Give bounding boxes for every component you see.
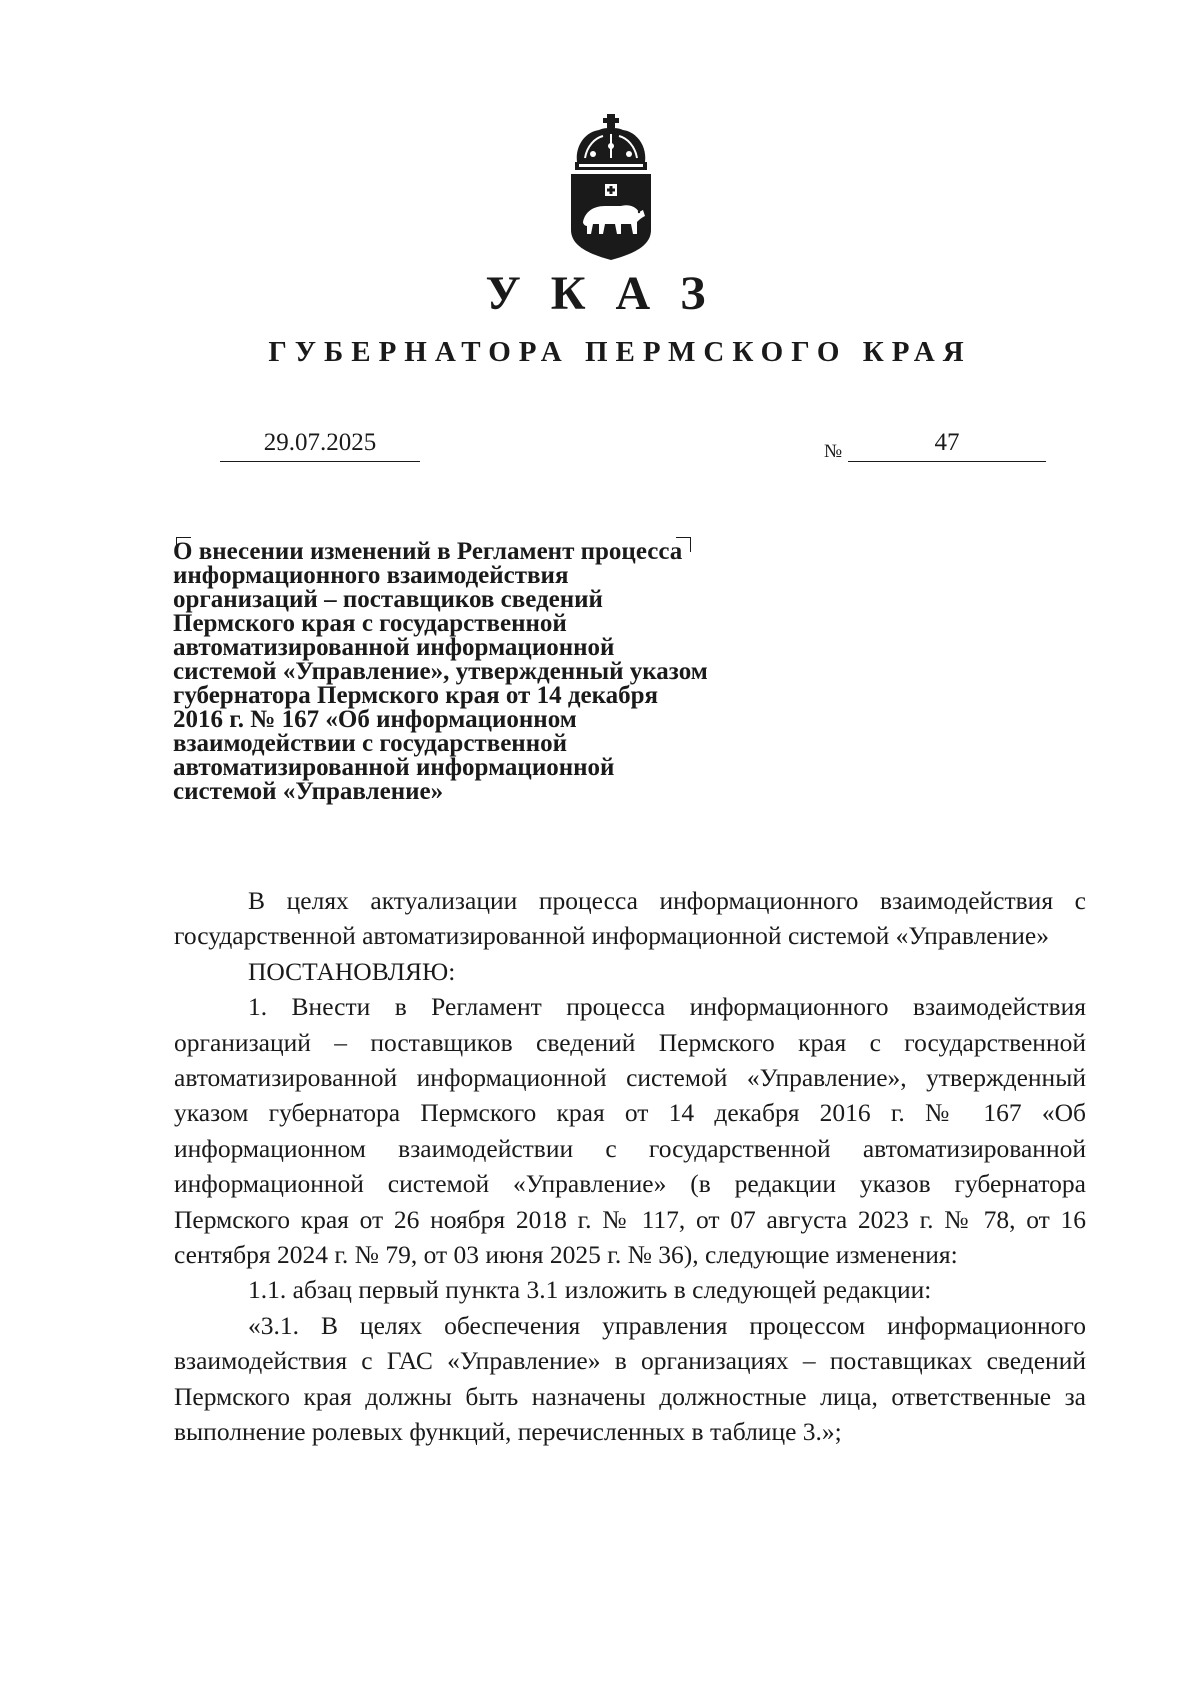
- quote-3-1-paragraph: «3.1. В целях обеспечения управления процессом информационного взаимодействия с ГАС «Управление» в организациях – поставщиках сведений Пермского края должны быть назначены должностные лица, ответственные за выполнение ролевых функций, перечисленных в таблице 3.»;: [174, 1310, 1086, 1447]
- heading-line: губернатора Пермского края от 14 декабря: [173, 682, 659, 709]
- decree-heading: [173, 540, 813, 804]
- number-sign: №: [824, 441, 843, 462]
- decree-word: ПОСТАНОВЛЯЮ:: [248, 956, 456, 986]
- heading-line: взаимодействии с государственной: [173, 730, 568, 757]
- heading-line: Пермского края с государственной: [173, 610, 567, 637]
- coat-of-arms-icon: [563, 112, 659, 262]
- heading-line: организаций – поставщиков сведений: [173, 586, 603, 613]
- document-title: У К А З: [485, 267, 715, 320]
- heading-line: информационного взаимодействия: [173, 562, 569, 589]
- decree-number: 47: [848, 428, 1046, 462]
- decree-date: 29.07.2025: [220, 428, 420, 462]
- heading-line: автоматизированной информационной: [173, 754, 615, 781]
- heading-line: автоматизированной информационной: [173, 634, 615, 661]
- document-subtitle: ГУБЕРНАТОРА ПЕРМСКОГО КРАЯ: [268, 336, 972, 368]
- heading-line: системой «Управление», утвержденный указом: [173, 658, 708, 685]
- item-1-paragraph: 1. Внести в Регламент процесса информационного взаимодействия организаций – поставщиков сведений Пермского края с государственной автоматизированной информационной системой «Управление», утвержденный указом губернатора Пермского края от 14 декабря 2016 г. № 167 «Об информационном взаимодействии с государственной автоматизированной информационной системой «Управление» (в редакции указов губернатора Пермского края от 26 ноября 2018 г. № 117, от 07 августа 2023 г. № 78, от 16 сентября 2024 г. № 79, от 03 июня 2025 г. № 36), следующие изменения:: [174, 992, 1086, 1270]
- item-1-1-paragraph: 1.1. абзац первый пункта 3.1 изложить в следующей редакции:: [248, 1275, 932, 1305]
- preamble-paragraph: В целях актуализации процесса информационного взаимодействия с государственной автоматизированной информационной системой «Управление»: [174, 886, 1086, 951]
- heading-line: 2016 г. № 167 «Об информационном: [173, 706, 577, 733]
- heading-line: О внесении изменений в Регламент процесса: [173, 538, 683, 565]
- heading-line: системой «Управление»: [173, 778, 444, 805]
- decree-body: [174, 883, 1086, 1450]
